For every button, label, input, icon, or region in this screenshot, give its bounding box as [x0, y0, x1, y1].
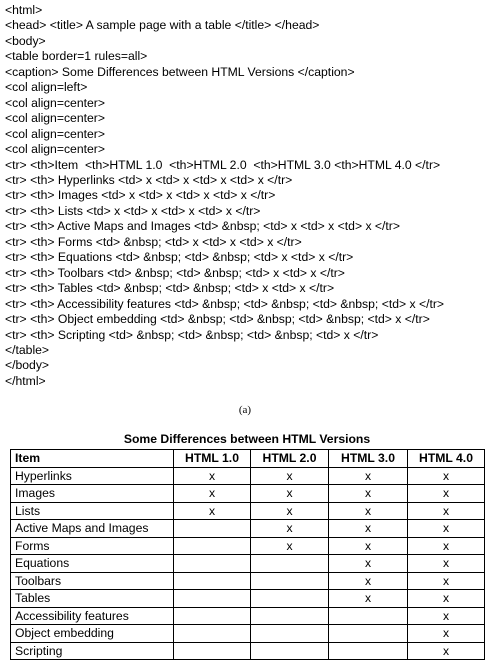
code-line: <col align=center> — [5, 126, 105, 141]
table-cell: x — [408, 555, 485, 573]
code-line: <head> <title> A sample page with a table </title> </head> — [5, 18, 320, 33]
code-line: <tr> <th> Images <td> x <td> x <td> x <td> x </tr> — [5, 188, 276, 203]
table-cell — [174, 555, 251, 573]
table-cell: x — [329, 467, 408, 485]
table-caption: Some Differences between HTML Versions — [123, 432, 371, 446]
table-row — [11, 485, 485, 503]
table-row — [11, 555, 485, 573]
html-versions-table — [10, 449, 485, 660]
table-cell — [329, 642, 408, 660]
table-cell — [174, 625, 251, 643]
table-row — [11, 467, 485, 485]
table-cell: x — [408, 572, 485, 590]
table-cell — [251, 625, 329, 643]
table-cell — [251, 572, 329, 590]
table-row — [11, 642, 485, 660]
table-cell: x — [329, 502, 408, 520]
code-line: <tr> <th> Active Maps and Images <td> &nbsp; <td> x <td> x <td> x </tr> — [5, 219, 400, 234]
table-cell — [251, 590, 329, 608]
table-cell: x — [408, 590, 485, 608]
table-cell — [174, 607, 251, 625]
code-line: <col align=center> — [5, 95, 105, 110]
code-line: <tr> <th> Toolbars <td> &nbsp; <td> &nbsp; <td> x <td> x </tr> — [5, 265, 345, 280]
table-row — [11, 520, 485, 538]
table-cell: x — [329, 590, 408, 608]
code-line: <tr> <th> Equations <td> &nbsp; <td> &nbsp; <td> x <td> x </tr> — [5, 250, 354, 265]
header-item: Item — [11, 450, 174, 468]
table-cell: x — [251, 520, 329, 538]
table-cell — [174, 520, 251, 538]
figure-label: (a) — [238, 404, 252, 416]
code-line: <tr> <th> Tables <td> &nbsp; <td> &nbsp; <td> x <td> x </tr> — [5, 281, 335, 296]
table-cell: x — [408, 520, 485, 538]
table-cell: x — [329, 572, 408, 590]
code-line: </html> — [5, 373, 46, 388]
code-line: <table border=1 rules=all> — [5, 49, 148, 64]
header-html-1-0: HTML 1.0 — [174, 450, 251, 468]
html-source-listing — [5, 3, 444, 389]
row-label: Forms — [11, 537, 174, 555]
code-line: <tr> <th> Hyperlinks <td> x <td> x <td> x <td> x </tr> — [5, 172, 293, 187]
table-cell — [251, 642, 329, 660]
code-line: <tr> <th>Item <th>HTML 1.0 <th>HTML 2.0 <th>HTML 3.0 <th>HTML 4.0 </tr> — [5, 157, 441, 172]
table-cell — [329, 607, 408, 625]
code-line: <col align=center> — [5, 142, 105, 157]
table-cell: x — [408, 607, 485, 625]
table-cell: x — [174, 485, 251, 503]
table-cell — [174, 590, 251, 608]
row-label: Scripting — [11, 642, 174, 660]
table-cell: x — [251, 485, 329, 503]
table-cell: x — [329, 537, 408, 555]
code-line: </body> — [5, 358, 50, 373]
table-cell: x — [174, 467, 251, 485]
table-row — [11, 537, 485, 555]
row-label: Active Maps and Images — [11, 520, 174, 538]
table-cell: x — [408, 485, 485, 503]
row-label: Accessibility features — [11, 607, 174, 625]
table-cell: x — [408, 642, 485, 660]
row-label: Equations — [11, 555, 174, 573]
table-cell — [251, 555, 329, 573]
code-line: <caption> Some Differences between HTML Versions </caption> — [5, 64, 355, 79]
code-line: <tr> <th> Scripting <td> &nbsp; <td> &nbsp; <td> &nbsp; <td> x </tr> — [5, 327, 379, 342]
row-label: Images — [11, 485, 174, 503]
code-line: <col align=center> — [5, 111, 105, 126]
table-cell — [329, 625, 408, 643]
table-cell — [174, 572, 251, 590]
code-line: <tr> <th> Accessibility features <td> &nbsp; <td> &nbsp; <td> &nbsp; <td> x </tr> — [5, 296, 445, 311]
row-label: Hyperlinks — [11, 467, 174, 485]
table-cell — [174, 642, 251, 660]
table-cell: x — [408, 537, 485, 555]
row-label: Object embedding — [11, 625, 174, 643]
header-html-3-0: HTML 3.0 — [329, 450, 408, 468]
table-cell — [251, 607, 329, 625]
table-cell: x — [251, 467, 329, 485]
code-line: <body> — [5, 33, 46, 48]
header-html-4-0: HTML 4.0 — [408, 450, 485, 468]
code-line: </table> — [5, 342, 50, 357]
code-line: <tr> <th> Forms <td> &nbsp; <td> x <td> x <td> x </tr> — [5, 234, 302, 249]
table-cell: x — [251, 537, 329, 555]
code-line: <html> — [5, 3, 43, 17]
table-row — [11, 607, 485, 625]
table-row — [11, 572, 485, 590]
table-cell: x — [408, 625, 485, 643]
code-line: <col align=left> — [5, 80, 88, 95]
table-cell: x — [174, 502, 251, 520]
code-line: <tr> <th> Object embedding <td> &nbsp; <td> &nbsp; <td> &nbsp; <td> x </tr> — [5, 312, 430, 327]
table-cell: x — [329, 520, 408, 538]
table-row — [11, 502, 485, 520]
table-cell: x — [408, 467, 485, 485]
table-header-row — [11, 450, 485, 468]
code-line: <tr> <th> Lists <td> x <td> x <td> x <td> x </tr> — [5, 203, 261, 218]
row-label: Tables — [11, 590, 174, 608]
header-html-2-0: HTML 2.0 — [251, 450, 329, 468]
table-cell: x — [329, 555, 408, 573]
row-label: Toolbars — [11, 572, 174, 590]
table-cell: x — [329, 485, 408, 503]
table-cell — [174, 537, 251, 555]
row-label: Lists — [11, 502, 174, 520]
table-cell: x — [251, 502, 329, 520]
table-row — [11, 625, 485, 643]
table-cell: x — [408, 502, 485, 520]
table-row — [11, 590, 485, 608]
